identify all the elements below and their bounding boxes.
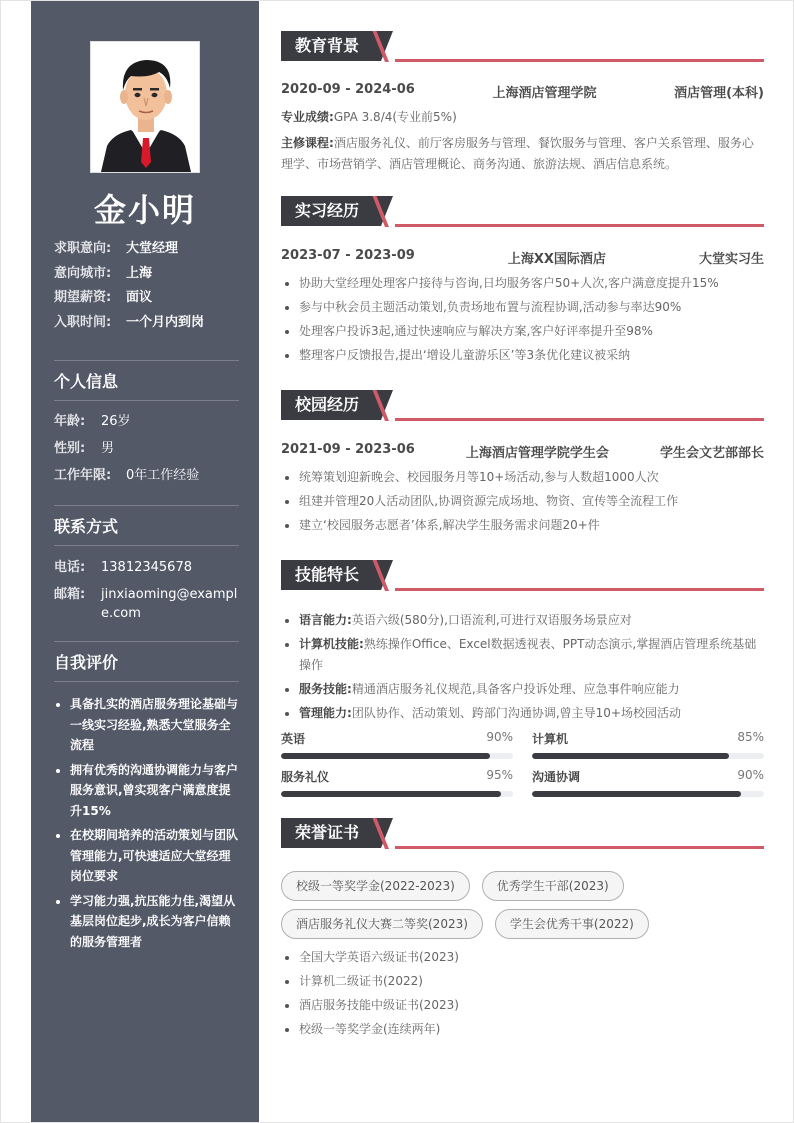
basic-info-row [54, 286, 254, 311]
basic-info-value: 大堂经理 [126, 241, 179, 256]
skill-bar-track [532, 791, 764, 797]
skill-label: 语言能力: [299, 613, 352, 627]
contact-title: 联系方式 [54, 505, 239, 546]
skill-value: 熟练操作Office、Excel数据透视表、PPT动态演示,掌握酒店管理系统基础操作 [299, 637, 757, 672]
skill-value: 精通酒店服务礼仪规范,具备客户投诉处理、应急事件响应能力 [351, 682, 680, 696]
list-item: • 酒店服务技能中级证书(2023) [299, 993, 764, 1017]
skills-section [281, 560, 764, 797]
skill-bar-fill [281, 753, 490, 759]
self-evaluation-list [54, 694, 239, 952]
skill-label: 计算机技能: [299, 637, 364, 651]
personal-info-section [54, 360, 239, 485]
list-item: • 参与中秋会员主题活动策划,负责场地布置与流程协调,活动参与率达90% [299, 295, 764, 319]
list-item: • 建立‘校园服务志愿者’体系,解决学生服务需求问题20+件 [299, 513, 764, 537]
education-school: 上海酒店管理学院 [492, 86, 597, 101]
section-header [281, 818, 764, 850]
list-item: • 学习能力强,抗压能力佳,渴望从基层岗位起步,成长为客户信赖的服务管理者 [70, 891, 239, 953]
campus-section [281, 390, 764, 537]
personal-info-value: 0年工作经验 [126, 468, 200, 483]
section-header [281, 390, 764, 422]
education-period: 2020-09 - 2024-06 [281, 82, 415, 97]
self-evaluation-title: 自我评价 [54, 641, 239, 682]
skill-bar-percent: 95% [486, 768, 513, 782]
email-value[interactable]: jinxiaoming@example.com [101, 587, 238, 621]
honor-chip: 优秀学生干部(2023) [482, 871, 624, 901]
section-underline [395, 224, 764, 227]
personal-info-title: 个人信息 [54, 360, 239, 401]
internship-meta [281, 248, 764, 267]
list-item [299, 679, 764, 700]
education-gpa [281, 107, 764, 128]
section-title: 实习经历 [281, 196, 381, 226]
skill-label: 管理能力: [299, 706, 352, 720]
section-header [281, 196, 764, 228]
avatar [90, 41, 200, 173]
skill-bar-name: 计算机 [532, 732, 569, 746]
contact-row-email [54, 585, 239, 623]
personal-info-label: 年龄: [54, 414, 86, 429]
section-title: 教育背景 [281, 31, 381, 61]
skill-bar-fill [532, 791, 741, 797]
skill-bars [281, 730, 764, 797]
skill-bar-track [281, 753, 513, 759]
internship-org: 上海XX国际酒店 [507, 252, 606, 267]
honor-chips [281, 871, 764, 939]
skill-value: 英语六级(580分),口语流利,可进行双语服务场景应对 [351, 613, 632, 627]
skill-bar-name: 英语 [281, 732, 306, 746]
skills-list [281, 610, 764, 724]
courses-label: 主修课程: [281, 136, 334, 150]
internship-role: 大堂实习生 [698, 252, 764, 267]
basic-info-label: 求职意向: [54, 241, 112, 256]
education-major: 酒店管理(本科) [674, 86, 764, 101]
section-underline [395, 59, 764, 62]
gpa-label: 专业成绩: [281, 110, 334, 124]
list-item: • 校级一等奖学金(连续两年) [299, 1017, 764, 1041]
sidebar [31, 0, 259, 1123]
basic-info-value: 一个月内到岗 [126, 314, 205, 330]
skill-value: 团队协作、活动策划、跨部门沟通协调,曾主导10+场校园活动 [351, 706, 681, 720]
basic-info-label: 期望薪资: [54, 290, 112, 305]
personal-info-row [54, 439, 239, 458]
skill-bar [281, 730, 513, 759]
section-underline [395, 418, 764, 421]
contact-section [54, 505, 239, 623]
education-section [281, 31, 764, 175]
list-item [299, 703, 764, 724]
basic-info-row [54, 237, 254, 262]
skill-bar [281, 768, 513, 797]
basic-info-row [54, 262, 254, 287]
list-item: • 具备扎实的酒店服务理论基础与一线实习经验,熟悉大堂服务全流程 [70, 694, 239, 756]
personal-info-row [54, 412, 239, 431]
skill-bar-track [281, 791, 513, 797]
internship-list [281, 271, 764, 367]
skill-bar-name: 沟通协调 [532, 770, 581, 784]
campus-list [281, 465, 764, 537]
personal-info-value: 男 [101, 441, 115, 456]
courses-value: 酒店服务礼仪、前厅客房服务与管理、餐饮服务与管理、客户关系管理、服务心理学、市场营销学、酒店管理概论、商务沟通、旅游法规、酒店信息系统。 [281, 136, 754, 171]
list-item [299, 610, 764, 631]
skill-bar-fill [281, 791, 501, 797]
personal-info-value: 26岁 [101, 414, 131, 429]
honor-chip: 校级一等奖学金(2022-2023) [281, 871, 470, 901]
skill-bar [532, 730, 764, 759]
section-underline [395, 846, 764, 849]
list-item [299, 634, 764, 676]
campus-role: 学生会文艺部部长 [659, 446, 764, 461]
education-courses [281, 133, 764, 175]
basic-info [54, 237, 254, 335]
basic-info-label: 入职时间: [54, 314, 112, 330]
skill-bar-percent: 90% [486, 730, 513, 744]
basic-info-value: 面议 [126, 290, 153, 305]
personal-info-label: 性别: [54, 441, 86, 456]
internship-period: 2023-07 - 2023-09 [281, 248, 415, 263]
list-item: • 协助大堂经理处理客户接待与咨询,日均服务客户50+人次,客户满意度提升15% [299, 271, 764, 295]
phone-label: 电话: [54, 560, 86, 575]
campus-org: 上海酒店管理学院学生会 [465, 446, 609, 461]
skill-bar-fill [532, 753, 729, 759]
email-label: 邮箱: [54, 587, 86, 602]
avatar-illustration [91, 42, 200, 172]
skill-bar [532, 768, 764, 797]
list-item: • 组建并管理20人活动团队,协调资源完成场地、物资、宣传等全流程工作 [299, 489, 764, 513]
self-evaluation-section [54, 641, 239, 956]
education-meta [281, 82, 764, 101]
campus-meta [281, 442, 764, 461]
section-title: 荣誉证书 [281, 818, 381, 848]
list-item: • 全国大学英语六级证书(2023) [299, 945, 764, 969]
list-item: • 拥有优秀的沟通协调能力与客户服务意识,曾实现客户满意度提升15% [70, 760, 239, 822]
certificate-list [281, 945, 764, 1041]
section-title: 技能特长 [281, 560, 381, 590]
basic-info-value: 上海 [126, 265, 153, 281]
skill-bar-percent: 90% [737, 768, 764, 782]
phone-value[interactable]: 13812345678 [101, 560, 192, 575]
basic-info-label: 意向城市: [54, 265, 112, 281]
list-item: • 整理客户反馈报告,提出‘增设儿童游乐区’等3条优化建议被采纳 [299, 343, 764, 367]
gpa-value: GPA 3.8/4(专业前5%) [333, 110, 457, 124]
list-item: • 在校期间培养的活动策划与团队管理能力,可快速适应大堂经理岗位要求 [70, 825, 239, 887]
personal-info-label: 工作年限: [54, 468, 112, 483]
honor-chip: 学生会优秀干事(2022) [495, 909, 649, 939]
list-item: • 处理客户投诉3起,通过快速响应与解决方案,客户好评率提升至98% [299, 319, 764, 343]
skill-bar-percent: 85% [737, 730, 764, 744]
skill-bar-name: 服务礼仪 [281, 770, 330, 784]
basic-info-row [54, 311, 254, 336]
honors-section [281, 818, 764, 1041]
honor-chip: 酒店服务礼仪大赛二等奖(2023) [281, 909, 483, 939]
list-item: • 计算机二级证书(2022) [299, 969, 764, 993]
section-underline [395, 588, 764, 591]
section-header [281, 31, 764, 63]
skill-label: 服务技能: [299, 682, 352, 696]
section-title: 校园经历 [281, 390, 381, 420]
skill-bar-track [532, 753, 764, 759]
list-item: • 统筹策划迎新晚会、校园服务月等10+场活动,参与人数超1000人次 [299, 465, 764, 489]
campus-period: 2021-09 - 2023-06 [281, 442, 415, 457]
section-header [281, 560, 764, 592]
candidate-name: 金小明 [93, 191, 196, 229]
internship-section [281, 196, 764, 367]
contact-row-phone [54, 558, 239, 577]
personal-info-row [54, 466, 239, 485]
